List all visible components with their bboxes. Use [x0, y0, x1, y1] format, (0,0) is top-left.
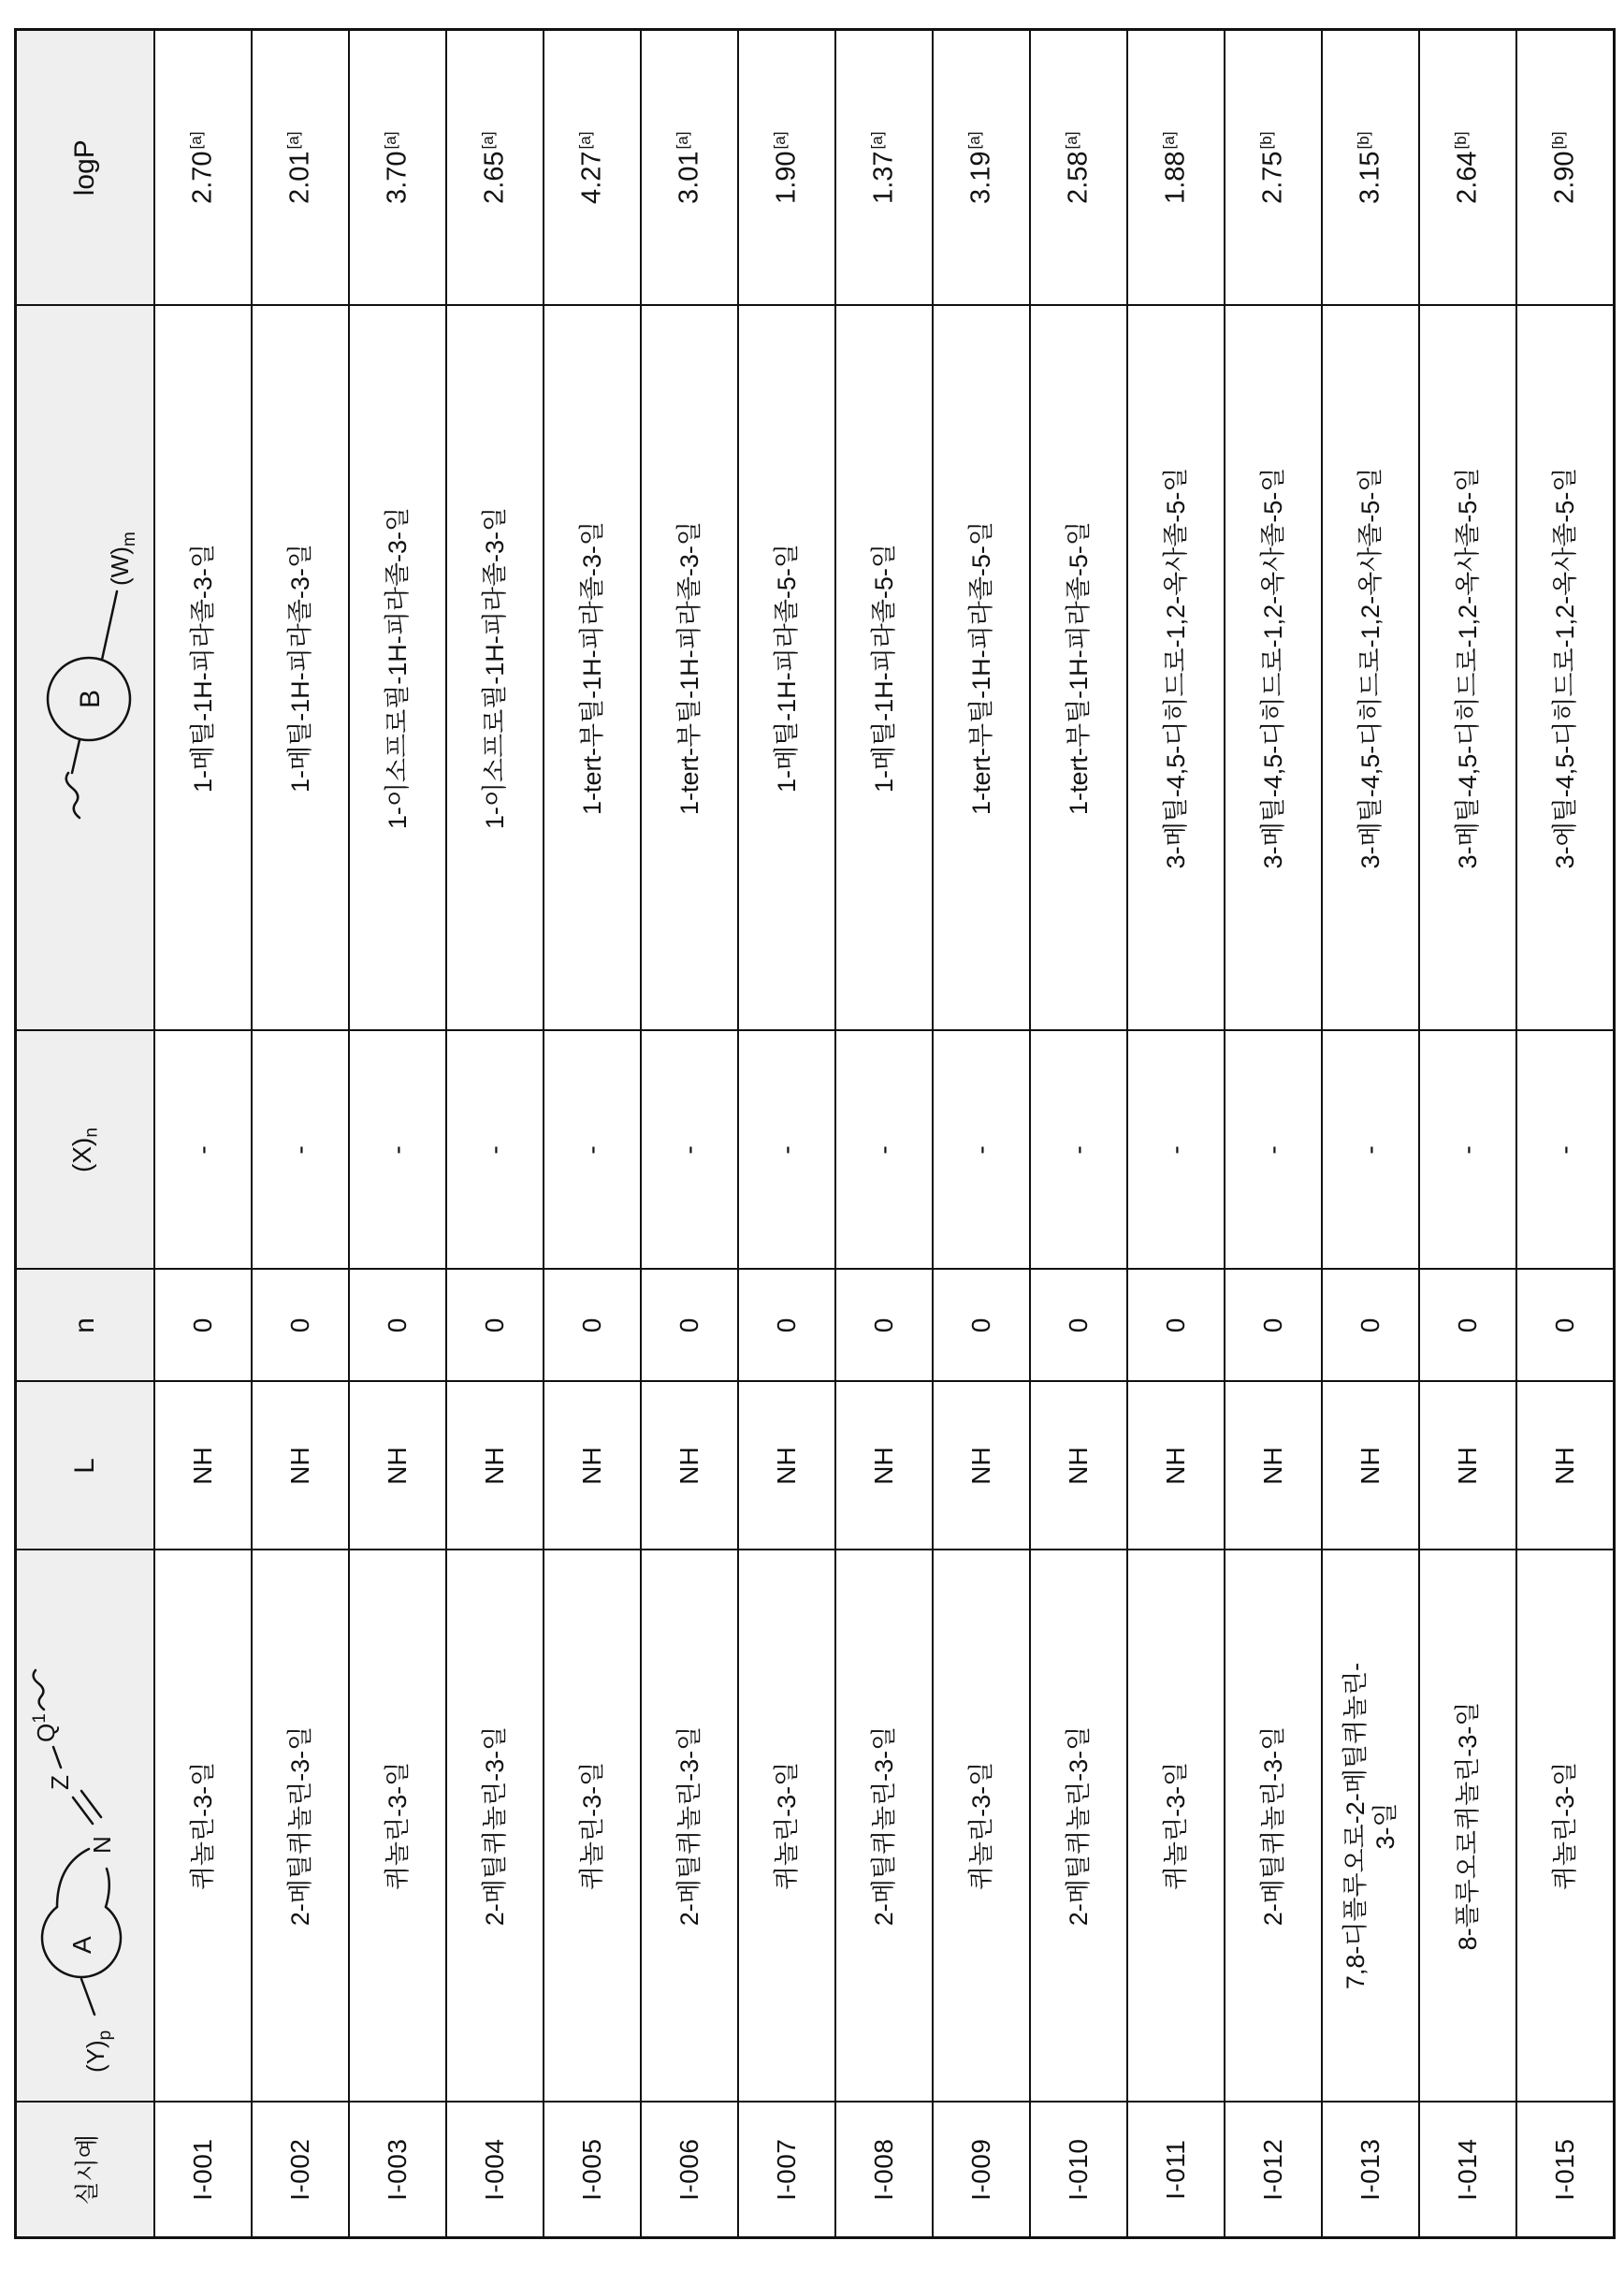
cell-n	[1516, 1270, 1614, 1382]
header-example-label: 실시예	[72, 2134, 101, 2205]
cell-group-b	[738, 306, 835, 1031]
cell-example-id	[446, 2103, 544, 2238]
cell-logp	[1419, 30, 1516, 306]
cell-group-a	[641, 1550, 738, 2103]
linker-l-value: NH	[285, 1447, 314, 1485]
compound-row	[1030, 30, 1127, 2238]
cell-group-b	[1225, 306, 1322, 1031]
linker-l-value: NH	[577, 1447, 606, 1485]
wavy-bond-icon	[66, 773, 80, 818]
compound-table	[14, 28, 1616, 2239]
x-value: -	[480, 1145, 509, 1155]
cell-x	[641, 1031, 738, 1270]
compound-row	[252, 30, 349, 2238]
compound-row	[1516, 30, 1614, 2238]
cell-group-b	[252, 306, 349, 1031]
cell-example-id	[1419, 2103, 1516, 2238]
logp-value: 3.01	[674, 151, 704, 204]
x-value: -	[1161, 1145, 1190, 1155]
cell-example-id	[641, 2103, 738, 2238]
example-id-value: I-005	[577, 2138, 606, 2201]
header-x-subscript: n	[81, 1128, 102, 1138]
cell-group-b	[349, 306, 446, 1031]
cell-logp	[933, 30, 1030, 306]
compound-row	[154, 30, 252, 2238]
cell-example-id	[544, 2103, 641, 2238]
linker-l-value: NH	[869, 1447, 898, 1485]
cell-group-b	[641, 306, 738, 1031]
linker-l-value: NH	[966, 1447, 995, 1485]
structure-a-diagram	[20, 1564, 146, 2088]
compound-row	[1322, 30, 1419, 2238]
x-value: -	[1453, 1145, 1482, 1155]
compound-row	[1419, 30, 1516, 2238]
logp-value: 1.90	[771, 151, 802, 204]
logp-value: 2.64	[1452, 151, 1483, 204]
cell-group-a	[446, 1550, 544, 2103]
cell-example-id	[1516, 2103, 1614, 2238]
cell-linker-l	[1225, 1382, 1322, 1550]
cell-example-id	[1030, 2103, 1127, 2238]
header-linker-l	[16, 1382, 155, 1550]
x-value: -	[1258, 1145, 1287, 1155]
logp-value: 1.37	[868, 151, 899, 204]
n-value: 0	[285, 1317, 314, 1333]
cell-group-a	[1225, 1550, 1322, 2103]
compound-row	[349, 30, 446, 2238]
cell-group-b	[933, 306, 1030, 1031]
cell-group-a	[1030, 1550, 1127, 2103]
cell-logp	[1516, 30, 1614, 306]
group-b-value: 3-메틸-4,5-디히드로-1,2-옥사졸-5-일	[1258, 467, 1287, 869]
x-value: -	[772, 1145, 801, 1155]
example-id-value: I-010	[1064, 2138, 1093, 2201]
logp-value: 2.58	[1063, 151, 1094, 204]
header-logp-label: logP	[69, 139, 100, 196]
cell-logp	[252, 30, 349, 306]
n-value: 0	[1258, 1317, 1287, 1333]
cell-group-a	[835, 1550, 933, 2103]
bond-wavy-to-ring-b	[72, 740, 80, 773]
cell-x	[933, 1031, 1030, 1270]
cell-linker-l	[738, 1382, 835, 1550]
label-z-atom: Z	[46, 1775, 74, 1791]
cell-linker-l	[544, 1382, 641, 1550]
rotated-table-container	[14, 31, 1610, 2239]
header-x	[16, 1031, 155, 1270]
cell-x	[446, 1031, 544, 1270]
cell-group-a	[544, 1550, 641, 2103]
cell-logp	[349, 30, 446, 306]
cell-x	[252, 1031, 349, 1270]
group-b-value: 1-메틸-1H-피라졸-5-일	[869, 544, 898, 793]
example-id-value: I-011	[1161, 2139, 1190, 2200]
cell-linker-l	[1322, 1382, 1419, 1550]
cell-logp	[1225, 30, 1322, 306]
n-value: 0	[1549, 1317, 1579, 1333]
example-id-value: I-003	[383, 2138, 412, 2201]
group-a-value: 2-메틸퀴놀린-3-일	[674, 1725, 703, 1927]
group-a-value: 2-메틸퀴놀린-3-일	[869, 1725, 898, 1927]
logp-value: 2.65	[479, 151, 510, 204]
label-ring-b: B	[75, 689, 106, 708]
wavy-bond-icon	[34, 1671, 44, 1710]
group-a-value: 2-메틸퀴놀린-3-일	[1064, 1725, 1093, 1927]
structure-b-diagram	[20, 322, 146, 1014]
x-value: -	[188, 1145, 217, 1155]
n-value: 0	[480, 1317, 509, 1333]
n-value: 0	[772, 1317, 801, 1333]
header-row	[16, 30, 155, 2238]
compound-row	[544, 30, 641, 2238]
bond-z-to-q	[53, 1748, 61, 1768]
cell-group-a	[1516, 1550, 1614, 2103]
cell-n	[933, 1270, 1030, 1382]
logp-value: 1.88	[1160, 151, 1191, 204]
cell-n	[544, 1270, 641, 1382]
n-value: 0	[674, 1317, 703, 1333]
x-value: -	[674, 1145, 703, 1155]
logp-value: 2.01	[284, 151, 315, 204]
group-b-value: 1-메틸-1H-피라졸-3-일	[188, 544, 217, 793]
group-b-value: 1-tert-부틸-1H-피라졸-5-일	[1064, 521, 1093, 815]
cell-n	[154, 1270, 252, 1382]
example-id-value: I-014	[1453, 2138, 1482, 2201]
cell-logp	[1030, 30, 1127, 306]
cell-n	[1127, 1270, 1225, 1382]
cell-linker-l	[349, 1382, 446, 1550]
n-value: 0	[966, 1317, 995, 1333]
cell-group-a	[349, 1550, 446, 2103]
x-value: -	[285, 1145, 314, 1155]
cell-linker-l	[446, 1382, 544, 1550]
group-a-value: 퀴놀린-3-일	[966, 1761, 995, 1891]
logp-value: 3.15	[1355, 151, 1385, 204]
cell-group-b	[1127, 306, 1225, 1031]
cell-group-b	[1322, 306, 1419, 1031]
linker-l-value: NH	[1356, 1447, 1385, 1485]
logp-value: 2.90	[1549, 151, 1580, 204]
cell-n	[1322, 1270, 1419, 1382]
x-value: -	[1064, 1145, 1093, 1155]
logp-footnote-marker: [a]	[1063, 131, 1081, 150]
example-id-value: I-012	[1258, 2138, 1287, 2201]
label-n-atom: N	[88, 1836, 116, 1855]
compound-row	[1225, 30, 1322, 2238]
compound-row	[738, 30, 835, 2238]
cell-group-b	[1030, 306, 1127, 1031]
example-id-value: I-009	[966, 2138, 995, 2201]
fused-ring-arc-bottom	[106, 1870, 109, 1908]
linker-l-value: NH	[1549, 1447, 1579, 1485]
cell-example-id	[1225, 2103, 1322, 2238]
group-a-value: 2-메틸퀴놀린-3-일	[480, 1725, 509, 1927]
group-b-value: 1-tert-부틸-1H-피라졸-3-일	[674, 521, 703, 815]
cell-group-a	[252, 1550, 349, 2103]
compound-row	[641, 30, 738, 2238]
cell-n	[835, 1270, 933, 1382]
cell-example-id	[1127, 2103, 1225, 2238]
cell-n	[446, 1270, 544, 1382]
example-id-value: I-006	[674, 2138, 703, 2201]
cell-group-a	[1127, 1550, 1225, 2103]
n-value: 0	[1356, 1317, 1385, 1333]
group-b-value: 1-이소프로필-1H-피라졸-3-일	[383, 506, 412, 830]
cell-x	[154, 1031, 252, 1270]
cell-group-b	[544, 306, 641, 1031]
cell-example-id	[154, 2103, 252, 2238]
linker-l-value: NH	[188, 1447, 217, 1485]
logp-footnote-marker: [a]	[187, 131, 206, 150]
example-id-value: I-013	[1356, 2138, 1385, 2201]
x-value: -	[966, 1145, 995, 1155]
cell-x	[1516, 1031, 1614, 1270]
header-structure-a	[16, 1550, 155, 2103]
logp-footnote-marker: [b]	[1257, 131, 1276, 150]
cell-group-a	[154, 1550, 252, 2103]
x-value: -	[869, 1145, 898, 1155]
linker-l-value: NH	[1453, 1447, 1482, 1485]
example-id-value: I-007	[772, 2138, 801, 2201]
cell-group-a	[738, 1550, 835, 2103]
logp-footnote-marker: [a]	[965, 131, 984, 150]
cell-linker-l	[933, 1382, 1030, 1550]
cell-x	[1030, 1031, 1127, 1270]
fused-ring-arc-top	[57, 1850, 89, 1908]
group-a-value: 2-메틸퀴놀린-3-일	[285, 1725, 314, 1927]
logp-footnote-marker: [b]	[1548, 131, 1567, 150]
cell-n	[738, 1270, 835, 1382]
n-value: 0	[1453, 1317, 1482, 1333]
logp-footnote-marker: [b]	[1355, 131, 1373, 150]
group-b-value: 1-메틸-1H-피라졸-5-일	[772, 544, 801, 793]
logp-footnote-marker: [a]	[576, 131, 595, 150]
example-id-value: I-004	[480, 2138, 509, 2201]
cell-group-b	[446, 306, 544, 1031]
example-id-value: I-001	[188, 2138, 217, 2201]
example-id-value: I-015	[1549, 2138, 1579, 2201]
compound-row	[446, 30, 544, 2238]
n-value: 0	[1161, 1317, 1190, 1333]
cell-x	[835, 1031, 933, 1270]
cell-group-b	[1419, 306, 1516, 1031]
cell-example-id	[738, 2103, 835, 2238]
example-id-value: I-002	[285, 2138, 314, 2201]
group-a-value: 퀴놀린-3-일	[1550, 1761, 1579, 1891]
group-a-value: 퀴놀린-3-일	[188, 1761, 217, 1891]
logp-footnote-marker: [a]	[479, 131, 498, 150]
group-b-value: 3-에틸-4,5-디히드로-1,2-옥사졸-5-일	[1550, 467, 1579, 869]
cell-group-a	[1322, 1550, 1419, 2103]
cell-linker-l	[154, 1382, 252, 1550]
cell-logp	[835, 30, 933, 306]
cell-logp	[738, 30, 835, 306]
logp-footnote-marker: [a]	[771, 131, 790, 150]
x-value: -	[383, 1145, 412, 1155]
cell-x	[1322, 1031, 1419, 1270]
cell-x	[349, 1031, 446, 1270]
compound-row	[933, 30, 1030, 2238]
header-n-label: n	[69, 1317, 100, 1333]
cell-group-b	[154, 306, 252, 1031]
cell-group-a	[1419, 1550, 1516, 2103]
cell-n	[1030, 1270, 1127, 1382]
n-value: 0	[383, 1317, 412, 1333]
logp-value: 3.70	[382, 151, 413, 204]
x-value: -	[577, 1145, 606, 1155]
cell-group-a	[933, 1550, 1030, 2103]
header-structure-b	[16, 306, 155, 1031]
cell-linker-l	[1419, 1382, 1516, 1550]
header-example	[16, 2103, 155, 2238]
group-b-value: 3-메틸-4,5-디히드로-1,2-옥사졸-5-일	[1453, 467, 1482, 869]
cell-logp	[154, 30, 252, 306]
table-body	[154, 30, 1614, 2238]
cell-x	[1419, 1031, 1516, 1270]
group-b-value: 1-tert-부틸-1H-피라졸-3-일	[577, 521, 606, 815]
cell-n	[641, 1270, 738, 1382]
group-a-value: 퀴놀린-3-일	[1161, 1761, 1190, 1891]
group-a-value: 퀴놀린-3-일	[772, 1761, 801, 1891]
group-a-value: 7,8-디플루오로-2-메틸퀴놀린- 3-일	[1341, 1662, 1399, 1990]
cell-example-id	[835, 2103, 933, 2238]
linker-l-value: NH	[772, 1447, 801, 1485]
group-a-value: 퀴놀린-3-일	[577, 1761, 606, 1891]
cell-linker-l	[1030, 1382, 1127, 1550]
cell-logp	[1127, 30, 1225, 306]
header-n	[16, 1270, 155, 1382]
linker-l-value: NH	[1064, 1447, 1093, 1485]
group-b-value: 1-tert-부틸-1H-피라졸-5-일	[966, 521, 995, 815]
cell-logp	[544, 30, 641, 306]
cell-group-b	[1516, 306, 1614, 1031]
logp-footnote-marker: [a]	[382, 131, 400, 150]
logp-footnote-marker: [a]	[284, 131, 303, 150]
linker-l-value: NH	[480, 1447, 509, 1485]
cell-linker-l	[1516, 1382, 1614, 1550]
cell-logp	[641, 30, 738, 306]
cell-n	[1419, 1270, 1516, 1382]
cell-x	[1225, 1031, 1322, 1270]
header-logp	[16, 30, 155, 306]
group-a-value: 퀴놀린-3-일	[383, 1761, 412, 1891]
label-ring-a: A	[67, 1936, 96, 1955]
n-value: 0	[1064, 1317, 1093, 1333]
group-b-value: 1-이소프로필-1H-피라졸-3-일	[480, 506, 509, 830]
logp-footnote-marker: [a]	[1160, 131, 1179, 150]
bond-ring-b-to-w	[102, 591, 117, 660]
label-substituent-w: $(W)_m$	[106, 531, 139, 586]
example-id-value: I-008	[869, 2138, 898, 2201]
cell-logp	[1322, 30, 1419, 306]
logp-value: 2.70	[187, 151, 218, 204]
cell-x	[738, 1031, 835, 1270]
logp-footnote-marker: [b]	[1452, 131, 1471, 150]
group-b-value: 1-메틸-1H-피라졸-3-일	[285, 544, 314, 793]
cell-logp	[446, 30, 544, 306]
cell-group-b	[835, 306, 933, 1031]
logp-value: 4.27	[576, 151, 607, 204]
logp-footnote-marker: [a]	[868, 131, 887, 150]
cell-linker-l	[1127, 1382, 1225, 1550]
logp-value: 3.19	[965, 151, 996, 204]
group-a-value: 8-플루오로퀴놀린-3-일	[1453, 1701, 1482, 1951]
n-value: 0	[188, 1317, 217, 1333]
cell-x	[544, 1031, 641, 1270]
bond-y-to-ring-a	[81, 1980, 94, 2015]
cell-example-id	[349, 2103, 446, 2238]
label-substituent-y: $(Y)_p$	[81, 2030, 115, 2074]
label-q1: $Q^1$	[30, 1713, 60, 1743]
linker-l-value: NH	[1161, 1447, 1190, 1485]
x-value: -	[1549, 1145, 1579, 1155]
cell-x	[1127, 1031, 1225, 1270]
n-value: 0	[869, 1317, 898, 1333]
cell-example-id	[1322, 2103, 1419, 2238]
cell-linker-l	[835, 1382, 933, 1550]
group-b-value: 3-메틸-4,5-디히드로-1,2-옥사졸-5-일	[1356, 467, 1385, 869]
cell-n	[349, 1270, 446, 1382]
group-a-value: 2-메틸퀴놀린-3-일	[1258, 1725, 1287, 1927]
cell-linker-l	[641, 1382, 738, 1550]
linker-l-value: NH	[1258, 1447, 1287, 1485]
cell-example-id	[252, 2103, 349, 2238]
logp-value: 2.75	[1257, 151, 1288, 204]
header-l-label: L	[69, 1458, 100, 1474]
compound-row	[1127, 30, 1225, 2238]
n-value: 0	[577, 1317, 606, 1333]
header-x-label: (X)	[67, 1137, 97, 1172]
compound-row	[835, 30, 933, 2238]
cell-linker-l	[252, 1382, 349, 1550]
linker-l-value: NH	[383, 1447, 412, 1485]
logp-footnote-marker: [a]	[674, 131, 692, 150]
x-value: -	[1356, 1145, 1385, 1155]
cell-example-id	[933, 2103, 1030, 2238]
group-b-value: 3-메틸-4,5-디히드로-1,2-옥사졸-5-일	[1161, 467, 1190, 869]
cell-n	[1225, 1270, 1322, 1382]
linker-l-value: NH	[674, 1447, 703, 1485]
cell-n	[252, 1270, 349, 1382]
